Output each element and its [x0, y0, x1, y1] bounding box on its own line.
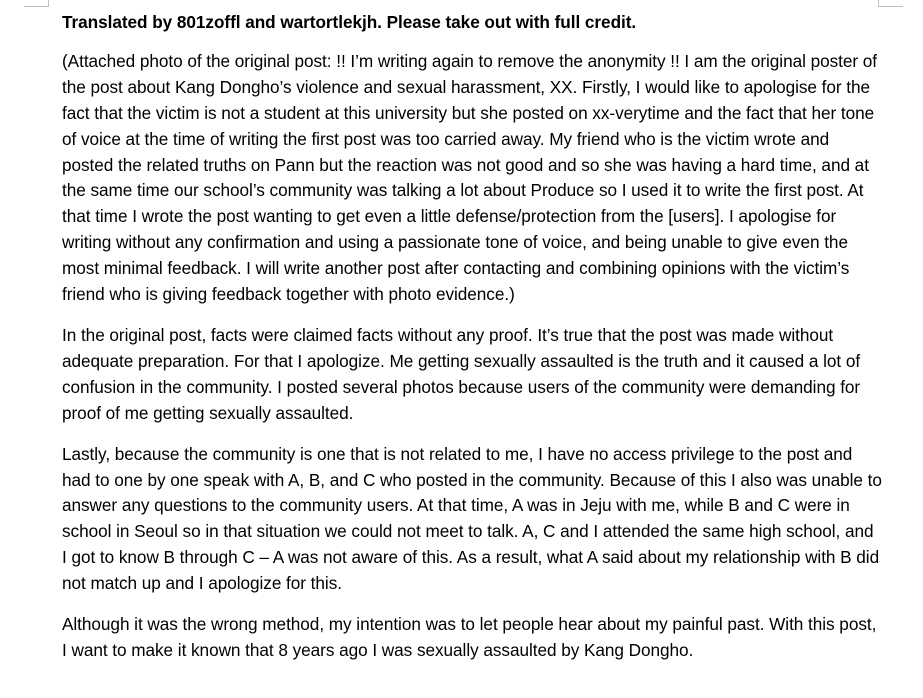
- paragraph-attached-photo: (Attached photo of the original post: !! I’m writing again to remove the anonymity !! I am the original poster of the post about Kang Dongho’s violence and sexual harassment, XX. Firstly, I would like to apologise for the fact that the victim is not a student at this university but she posted on xx-verytime and the fact that her tone of voice at the time of writing the first post was too carried away. My friend who is the victim wrote and posted the related truths on Pann but the reaction was not good and so she was having a hard time, and at the same time our school’s community was talking a lot about Produce so I used it to write the first post. At that time I wrote the post wanting to get even a little defense/protection from the [users]. I apologise for writing without any confirmation and using a passionate tone of voice, and being unable to give even the most minimal feedback. I will write another post after contacting and combining opinions with the victim’s friend who is giving feedback together with photo evidence.): [62, 50, 878, 305]
- page-corner-mark-left: [24, 0, 49, 7]
- page-corner-mark-right: [878, 0, 903, 7]
- paragraph-original-post: In the original post, facts were claimed facts without any proof. It’s true that the post was made without adequate preparation. For that I apologize. Me getting sexually assaulted is the truth and it caused a lot of confusion in the community. I posted several photos because users of the community were demanding for proof of me getting sexually assaulted.: [62, 324, 861, 423]
- paragraph-intention: Although it was the wrong method, my intention was to let people hear about my painful past. With this post, I want to make it known that 8 years ago I was sexually assaulted by Kang Dongho.: [62, 614, 877, 660]
- paragraph-community-access: Lastly, because the community is one that is not related to me, I have no access privilege to the post and had to one by one speak with A, B, and C who posted in the community. Because of this I also was unable to answer any questions to the community users. At that time, A was in Jeju with me, while B and C were in school in Seoul so in that situation we could not meet to talk. A, C and I attended the same high school, and I got to know B through C – A was not aware of this. As a result, what A said about my relationship with B did not match up and I apologize for this.: [62, 443, 882, 594]
- document-body[interactable]: [62, 10, 882, 679]
- translation-credit-heading: Translated by 801zoffl and wartortlekjh. Please take out with full credit.: [62, 12, 637, 32]
